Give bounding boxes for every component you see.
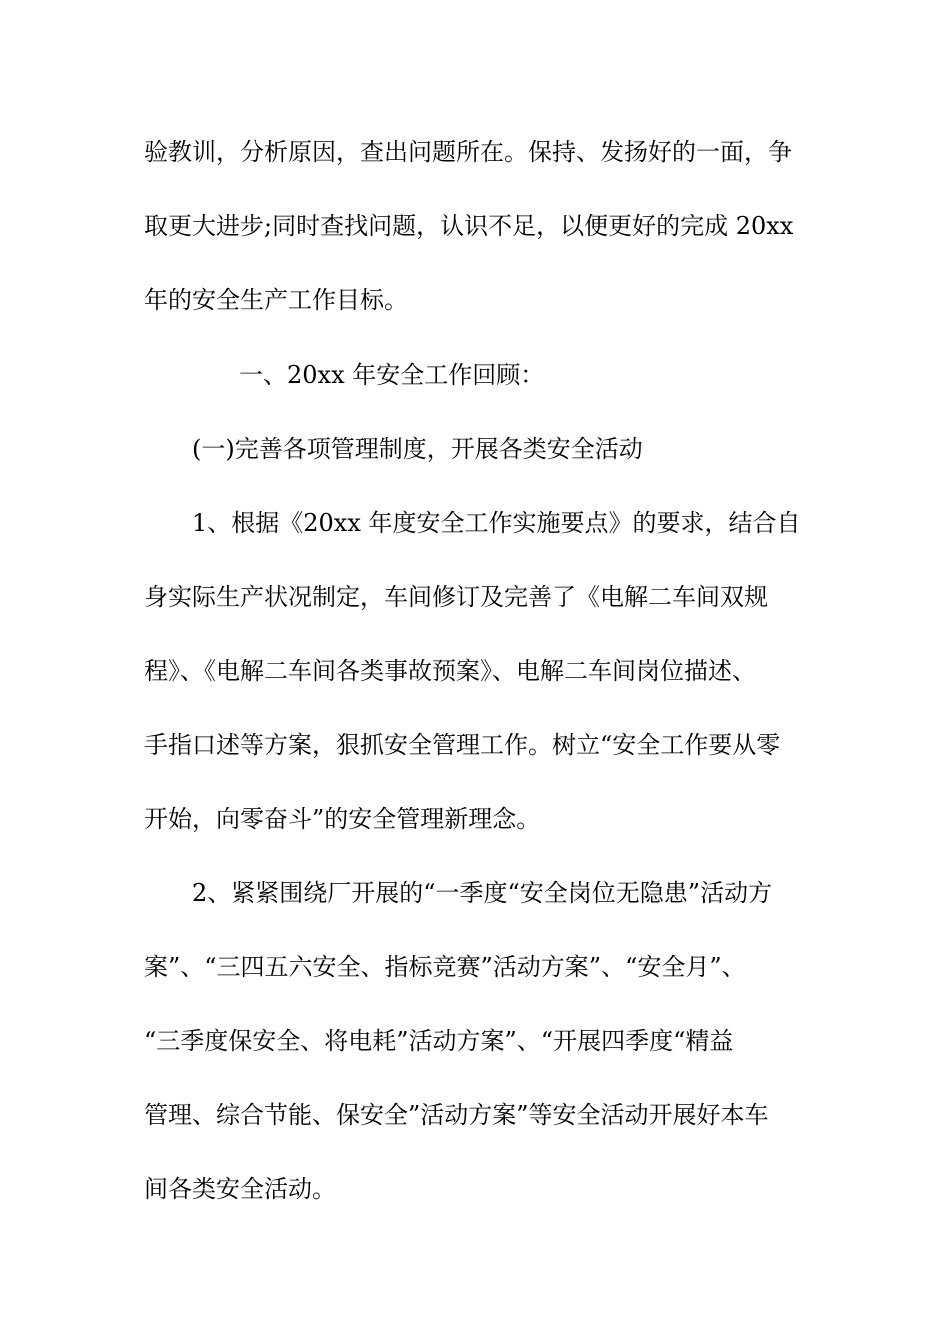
text-line: 2、紧紧围绕厂开展的“一季度“安全岗位无隐患”活动方	[192, 879, 773, 907]
text-line: 程》、《电解二车间各类事故预案》、电解二车间岗位描述、	[144, 657, 756, 685]
text-line: 1、根据《20xx 年度安全工作实施要点》的要求，结合自	[192, 509, 801, 537]
text-line: 身实际生产状况制定，车间修订及完善了《电解二车间双规	[144, 583, 768, 611]
text-line: “三季度保安全、将电耗”活动方案”、“开展四季度“精益	[144, 1027, 734, 1055]
text-line: 年的安全生产工作目标。	[144, 286, 408, 314]
text-line: 手指口述等方案，狠抓安全管理工作。树立“安全工作要从零	[144, 731, 781, 759]
text-line: 间各类安全活动。	[144, 1175, 336, 1203]
text-line: 案”、“三四五六安全、指标竞赛”活动方案”、“安全月”、	[144, 953, 746, 981]
text-line: 取更大进步;同时查找问题，认识不足，以便更好的完成 20xx	[144, 212, 794, 240]
text-line: 验教训，分析原因，查出问题所在。保持、发扬好的一面，争	[144, 138, 792, 166]
section-heading: 一、20xx 年安全工作回顾：	[239, 361, 545, 389]
text-line: 管理、综合节能、保安全”活动方案”等安全活动开展好本车	[144, 1101, 769, 1129]
subsection-heading: (一)完善各项管理制度，开展各类安全活动	[192, 435, 643, 463]
text-line: 开始，向零奋斗”的安全管理新理念。	[144, 805, 541, 833]
